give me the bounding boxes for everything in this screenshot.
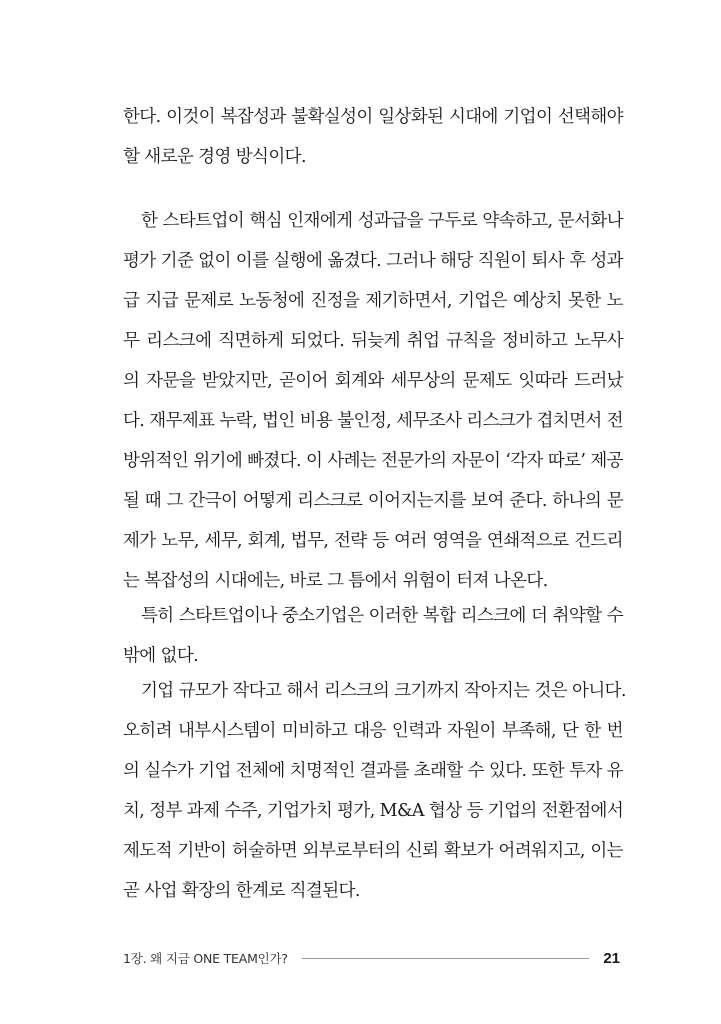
- paragraph-intro: [123, 97, 623, 177]
- text-line: 의 실수가 기업 전체에 치명적인 결과를 초래할 수 있다. 또한 투자 유: [123, 761, 623, 781]
- paragraph-startup-case: [123, 201, 623, 601]
- text-line: 기업 규모가 작다고 해서 리스크의 크기까지 작아지는 것은 아니다.: [141, 681, 626, 701]
- text-line: 제도적 기반이 허술하면 외부로부터의 신뢰 확보가 어려워지고, 이는: [123, 841, 623, 861]
- text-line: 오히려 내부시스템이 미비하고 대응 인력과 자원이 부족해, 단 한 번: [123, 721, 623, 741]
- text-line: 평가 기준 없이 이를 실행에 옮겼다. 그러나 해당 직원이 퇴사 후 성과: [123, 251, 623, 271]
- text-line: 는 복잡성의 시대에는, 바로 그 틈에서 위험이 터져 나온다.: [123, 571, 548, 591]
- text-line: 제가 노무, 세무, 회계, 법무, 전략 등 여러 영역을 연쇄적으로 건드리: [123, 531, 623, 551]
- text-line: 할 새로운 경영 방식이다.: [123, 147, 306, 167]
- page-footer: [123, 946, 620, 970]
- text-line: 급 지급 문제로 노동청에 진정을 제기하면서, 기업은 예상치 못한 노: [123, 291, 623, 311]
- text-line: 밖에 없다.: [123, 646, 199, 666]
- text-line: 무 리스크에 직면하게 되었다. 뒤늦게 취업 규칙을 정비하고 노무사: [123, 331, 623, 351]
- text-line: 한 스타트업이 핵심 인재에게 성과급을 구두로 약속하고, 문서화나: [141, 211, 623, 231]
- text-line: 특히 스타트업이나 중소기업은 이러한 복합 리스크에 더 취약할 수: [141, 606, 623, 626]
- text-line: 될 때 그 간극이 어떻게 리스크로 이어지는지를 보여 준다. 하나의 문: [123, 491, 623, 511]
- text-line: 곧 사업 확장의 한계로 직결된다.: [123, 881, 360, 901]
- text-line: 의 자문을 받았지만, 곧이어 회계와 세무상의 문제도 잇따라 드러났: [123, 371, 623, 391]
- paragraph-vulnerable: [123, 596, 623, 676]
- text-line: 다. 재무제표 누락, 법인 비용 불인정, 세무조사 리스크가 겹치면서 전: [123, 411, 623, 431]
- text-line: 치, 정부 과제 수주, 기업가치 평가, M&A 협상 등 기업의 전환점에서: [123, 801, 624, 821]
- chapter-title: 1장. 왜 지금 ONE TEAM인가?: [123, 951, 288, 966]
- page-number: 21: [603, 949, 620, 967]
- paragraph-scale: [123, 671, 626, 911]
- footer-divider: [302, 958, 589, 959]
- text-line: 방위적인 위기에 빠졌다. 이 사례는 전문가의 자문이 ‘각자 따로’ 제공: [123, 451, 623, 471]
- text-line: 한다. 이것이 복잡성과 불확실성이 일상화된 시대에 기업이 선택해야: [123, 107, 623, 127]
